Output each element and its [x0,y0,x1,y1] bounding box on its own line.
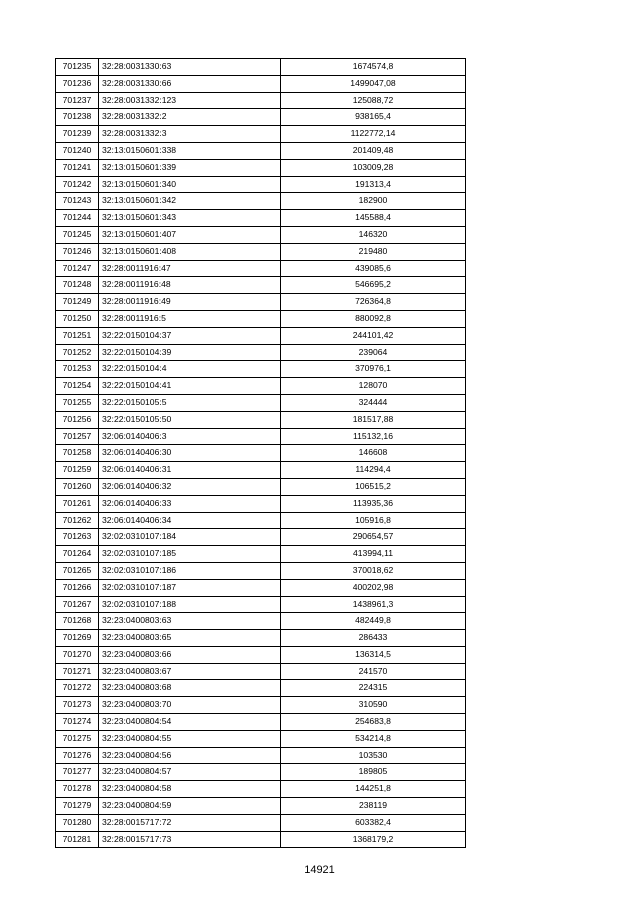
row-id-cell: 701244 [56,210,99,227]
row-id-cell: 701263 [56,529,99,546]
cadastral-number-cell: 32:23:0400803:63 [99,613,281,630]
row-id-cell: 701276 [56,747,99,764]
cadastral-number-cell: 32:02:0310107:186 [99,562,281,579]
table-row [56,579,466,596]
value-cell: 290654,57 [281,529,466,546]
cadastral-number-cell: 32:13:0150601:407 [99,226,281,243]
row-id-cell: 701271 [56,663,99,680]
cadastral-number-cell: 32:23:0400803:66 [99,646,281,663]
value-cell: 113935,36 [281,495,466,512]
table-row [56,126,466,143]
cadastral-number-cell: 32:13:0150601:340 [99,176,281,193]
value-cell: 128070 [281,378,466,395]
table-row [56,747,466,764]
table-row [56,730,466,747]
value-cell: 310590 [281,697,466,714]
cadastral-number-cell: 32:22:0150105:5 [99,394,281,411]
cadastral-number-cell: 32:23:0400803:70 [99,697,281,714]
value-cell: 938165,4 [281,109,466,126]
cadastral-number-cell: 32:23:0400803:67 [99,663,281,680]
table-row [56,462,466,479]
cadastral-number-cell: 32:22:0150104:41 [99,378,281,395]
table-row [56,327,466,344]
table-row [56,176,466,193]
row-id-cell: 701253 [56,361,99,378]
row-id-cell: 701252 [56,344,99,361]
row-id-cell: 701278 [56,781,99,798]
cadastral-number-cell: 32:28:0011916:48 [99,277,281,294]
cadastral-number-cell: 32:28:0031332:2 [99,109,281,126]
cadastral-number-cell: 32:28:0011916:47 [99,260,281,277]
value-cell: 603382,4 [281,814,466,831]
row-id-cell: 701280 [56,814,99,831]
table-row [56,159,466,176]
table-row [56,243,466,260]
value-cell: 182900 [281,193,466,210]
value-cell: 146320 [281,226,466,243]
table-row [56,109,466,126]
cadastral-number-cell: 32:23:0400804:55 [99,730,281,747]
row-id-cell: 701268 [56,613,99,630]
row-id-cell: 701279 [56,798,99,815]
table-row [56,75,466,92]
cadastral-number-cell: 32:28:0031332:3 [99,126,281,143]
value-cell: 224315 [281,680,466,697]
value-cell: 1368179,2 [281,831,466,848]
value-cell: 189805 [281,764,466,781]
table-row [56,411,466,428]
row-id-cell: 701259 [56,462,99,479]
value-cell: 286433 [281,630,466,647]
cadastral-number-cell: 32:28:0031330:63 [99,59,281,76]
row-id-cell: 701248 [56,277,99,294]
table-row [56,277,466,294]
table-row [56,714,466,731]
value-cell: 239064 [281,344,466,361]
row-id-cell: 701277 [56,764,99,781]
table-row [56,210,466,227]
table-row [56,378,466,395]
table-row [56,260,466,277]
value-cell: 238119 [281,798,466,815]
value-cell: 241570 [281,663,466,680]
row-id-cell: 701237 [56,92,99,109]
value-cell: 1438961,3 [281,596,466,613]
value-cell: 880092,8 [281,310,466,327]
table-row [56,697,466,714]
row-id-cell: 701261 [56,495,99,512]
row-id-cell: 701281 [56,831,99,848]
table-row [56,613,466,630]
cadastral-number-cell: 32:06:0140406:33 [99,495,281,512]
data-table [55,58,466,848]
cadastral-number-cell: 32:13:0150601:338 [99,142,281,159]
cadastral-number-cell: 32:23:0400804:58 [99,781,281,798]
table-body [56,59,466,848]
value-cell: 145588,4 [281,210,466,227]
cadastral-number-cell: 32:28:0015717:72 [99,814,281,831]
table-row [56,193,466,210]
table-row [56,529,466,546]
value-cell: 439085,6 [281,260,466,277]
cadastral-number-cell: 32:23:0400804:56 [99,747,281,764]
value-cell: 546695,2 [281,277,466,294]
value-cell: 146608 [281,445,466,462]
value-cell: 114294,4 [281,462,466,479]
table-row [56,764,466,781]
row-id-cell: 701251 [56,327,99,344]
table-row [56,680,466,697]
table-row [56,344,466,361]
table-row [56,310,466,327]
value-cell: 726364,8 [281,294,466,311]
value-cell: 106515,2 [281,478,466,495]
table-row [56,478,466,495]
table-row [56,394,466,411]
cadastral-number-cell: 32:06:0140406:3 [99,428,281,445]
table-row [56,798,466,815]
row-id-cell: 701273 [56,697,99,714]
row-id-cell: 701255 [56,394,99,411]
row-id-cell: 701247 [56,260,99,277]
table-row [56,781,466,798]
table-row [56,226,466,243]
table-row [56,142,466,159]
row-id-cell: 701236 [56,75,99,92]
value-cell: 1122772,14 [281,126,466,143]
cadastral-number-cell: 32:02:0310107:187 [99,579,281,596]
value-cell: 1499047,08 [281,75,466,92]
row-id-cell: 701258 [56,445,99,462]
cadastral-number-cell: 32:22:0150104:37 [99,327,281,344]
cadastral-number-cell: 32:23:0400803:65 [99,630,281,647]
row-id-cell: 701257 [56,428,99,445]
table-row [56,596,466,613]
cadastral-number-cell: 32:23:0400804:57 [99,764,281,781]
row-id-cell: 701274 [56,714,99,731]
table-row [56,630,466,647]
row-id-cell: 701267 [56,596,99,613]
value-cell: 254683,8 [281,714,466,731]
cadastral-number-cell: 32:06:0140406:32 [99,478,281,495]
row-id-cell: 701235 [56,59,99,76]
cadastral-number-cell: 32:28:0015717:73 [99,831,281,848]
value-cell: 400202,98 [281,579,466,596]
table-row [56,495,466,512]
value-cell: 115132,16 [281,428,466,445]
cadastral-number-cell: 32:02:0310107:185 [99,546,281,563]
value-cell: 103009,28 [281,159,466,176]
cadastral-number-cell: 32:22:0150104:4 [99,361,281,378]
cadastral-number-cell: 32:06:0140406:31 [99,462,281,479]
row-id-cell: 701254 [56,378,99,395]
value-cell: 370976,1 [281,361,466,378]
row-id-cell: 701256 [56,411,99,428]
value-cell: 144251,8 [281,781,466,798]
cadastral-number-cell: 32:02:0310107:188 [99,596,281,613]
table-row [56,814,466,831]
row-id-cell: 701243 [56,193,99,210]
value-cell: 370018,62 [281,562,466,579]
cadastral-number-cell: 32:28:0031330:66 [99,75,281,92]
row-id-cell: 701264 [56,546,99,563]
table-row [56,663,466,680]
row-id-cell: 701246 [56,243,99,260]
row-id-cell: 701238 [56,109,99,126]
cadastral-number-cell: 32:23:0400804:54 [99,714,281,731]
page-number: 14921 [304,864,335,876]
cadastral-number-cell: 32:13:0150601:343 [99,210,281,227]
cadastral-number-cell: 32:22:0150105:50 [99,411,281,428]
row-id-cell: 701262 [56,512,99,529]
value-cell: 413994,11 [281,546,466,563]
table-row [56,59,466,76]
value-cell: 244101,42 [281,327,466,344]
value-cell: 324444 [281,394,466,411]
row-id-cell: 701241 [56,159,99,176]
table-row [56,562,466,579]
row-id-cell: 701239 [56,126,99,143]
table-row [56,831,466,848]
table-row [56,361,466,378]
row-id-cell: 701270 [56,646,99,663]
value-cell: 181517,88 [281,411,466,428]
value-cell: 219480 [281,243,466,260]
value-cell: 191313,4 [281,176,466,193]
row-id-cell: 701272 [56,680,99,697]
cadastral-number-cell: 32:28:0011916:49 [99,294,281,311]
table-row [56,428,466,445]
cadastral-number-cell: 32:13:0150601:342 [99,193,281,210]
row-id-cell: 701269 [56,630,99,647]
value-cell: 201409,48 [281,142,466,159]
table-row [56,92,466,109]
cadastral-number-cell: 32:06:0140406:34 [99,512,281,529]
value-cell: 103530 [281,747,466,764]
value-cell: 534214,8 [281,730,466,747]
cadastral-number-cell: 32:28:0031332:123 [99,92,281,109]
cadastral-number-cell: 32:13:0150601:339 [99,159,281,176]
cadastral-number-cell: 32:23:0400804:59 [99,798,281,815]
table-row [56,445,466,462]
value-cell: 482449,8 [281,613,466,630]
cadastral-number-cell: 32:23:0400803:68 [99,680,281,697]
value-cell: 125088,72 [281,92,466,109]
row-id-cell: 701245 [56,226,99,243]
value-cell: 1674574,8 [281,59,466,76]
cadastral-number-cell: 32:28:0011916:5 [99,310,281,327]
row-id-cell: 701265 [56,562,99,579]
table-row [56,512,466,529]
row-id-cell: 701242 [56,176,99,193]
row-id-cell: 701250 [56,310,99,327]
cadastral-number-cell: 32:06:0140406:30 [99,445,281,462]
row-id-cell: 701275 [56,730,99,747]
value-cell: 105916,8 [281,512,466,529]
table-row [56,294,466,311]
row-id-cell: 701260 [56,478,99,495]
row-id-cell: 701240 [56,142,99,159]
table-row [56,646,466,663]
row-id-cell: 701249 [56,294,99,311]
cadastral-number-cell: 32:22:0150104:39 [99,344,281,361]
row-id-cell: 701266 [56,579,99,596]
cadastral-number-cell: 32:02:0310107:184 [99,529,281,546]
table-row [56,546,466,563]
value-cell: 136314,5 [281,646,466,663]
cadastral-number-cell: 32:13:0150601:408 [99,243,281,260]
